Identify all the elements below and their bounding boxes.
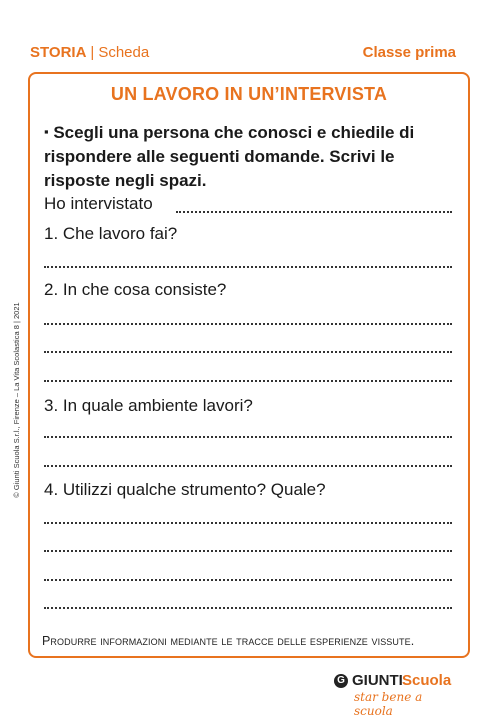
brand-logo	[334, 670, 454, 718]
answer-line[interactable]	[44, 607, 452, 609]
answer-line[interactable]	[44, 351, 452, 353]
subject-name: STORIA	[30, 44, 87, 61]
brand-name-part2: Scuola	[402, 672, 452, 689]
brand-tagline: star bene a scuola	[354, 690, 423, 718]
question-4: 4. Utilizzi qualche strumento? Quale?	[44, 480, 326, 499]
interviewed-label: Ho intervistato	[44, 194, 153, 213]
answer-line[interactable]	[44, 323, 452, 325]
answer-line[interactable]	[44, 522, 452, 524]
instructions-text: Scegli una persona che conosci e chiedile di rispondere alle seguenti domande. Scrivi le risposte negli spazi.	[44, 123, 415, 190]
question-1: 1. Che lavoro fai?	[44, 224, 178, 243]
question-2: 2. In che cosa consiste?	[44, 280, 227, 299]
answer-line[interactable]	[44, 380, 452, 382]
learning-objective: Produrre informazioni mediante le tracce delle esperienze vissute.	[42, 634, 415, 648]
page-header	[30, 44, 456, 64]
header-separator: |	[90, 44, 95, 61]
answer-line[interactable]	[44, 436, 452, 438]
bullet-icon: ▪	[44, 124, 49, 139]
question-3: 3. In quale ambiente lavori?	[44, 396, 253, 415]
grade-label: Classe prima	[362, 44, 456, 61]
giunti-logo-icon: G	[334, 674, 348, 688]
answer-line[interactable]	[44, 550, 452, 552]
section-name: Scheda	[98, 44, 150, 61]
answer-line[interactable]	[44, 465, 452, 467]
answer-line[interactable]	[44, 579, 452, 581]
copyright-text: © Giunti Scuola S.r.l., Firenze – La Vita Scolastica 8 | 2021	[12, 302, 21, 498]
answer-line[interactable]	[44, 266, 452, 268]
brand-name-part1: GIUNTI	[352, 672, 403, 689]
subject-label	[30, 44, 149, 61]
worksheet-title: UN LAVORO IN UN’INTERVISTA	[110, 84, 388, 104]
worksheet-frame	[28, 72, 470, 658]
answer-line-interviewed[interactable]	[176, 211, 452, 213]
instructions	[44, 120, 454, 193]
